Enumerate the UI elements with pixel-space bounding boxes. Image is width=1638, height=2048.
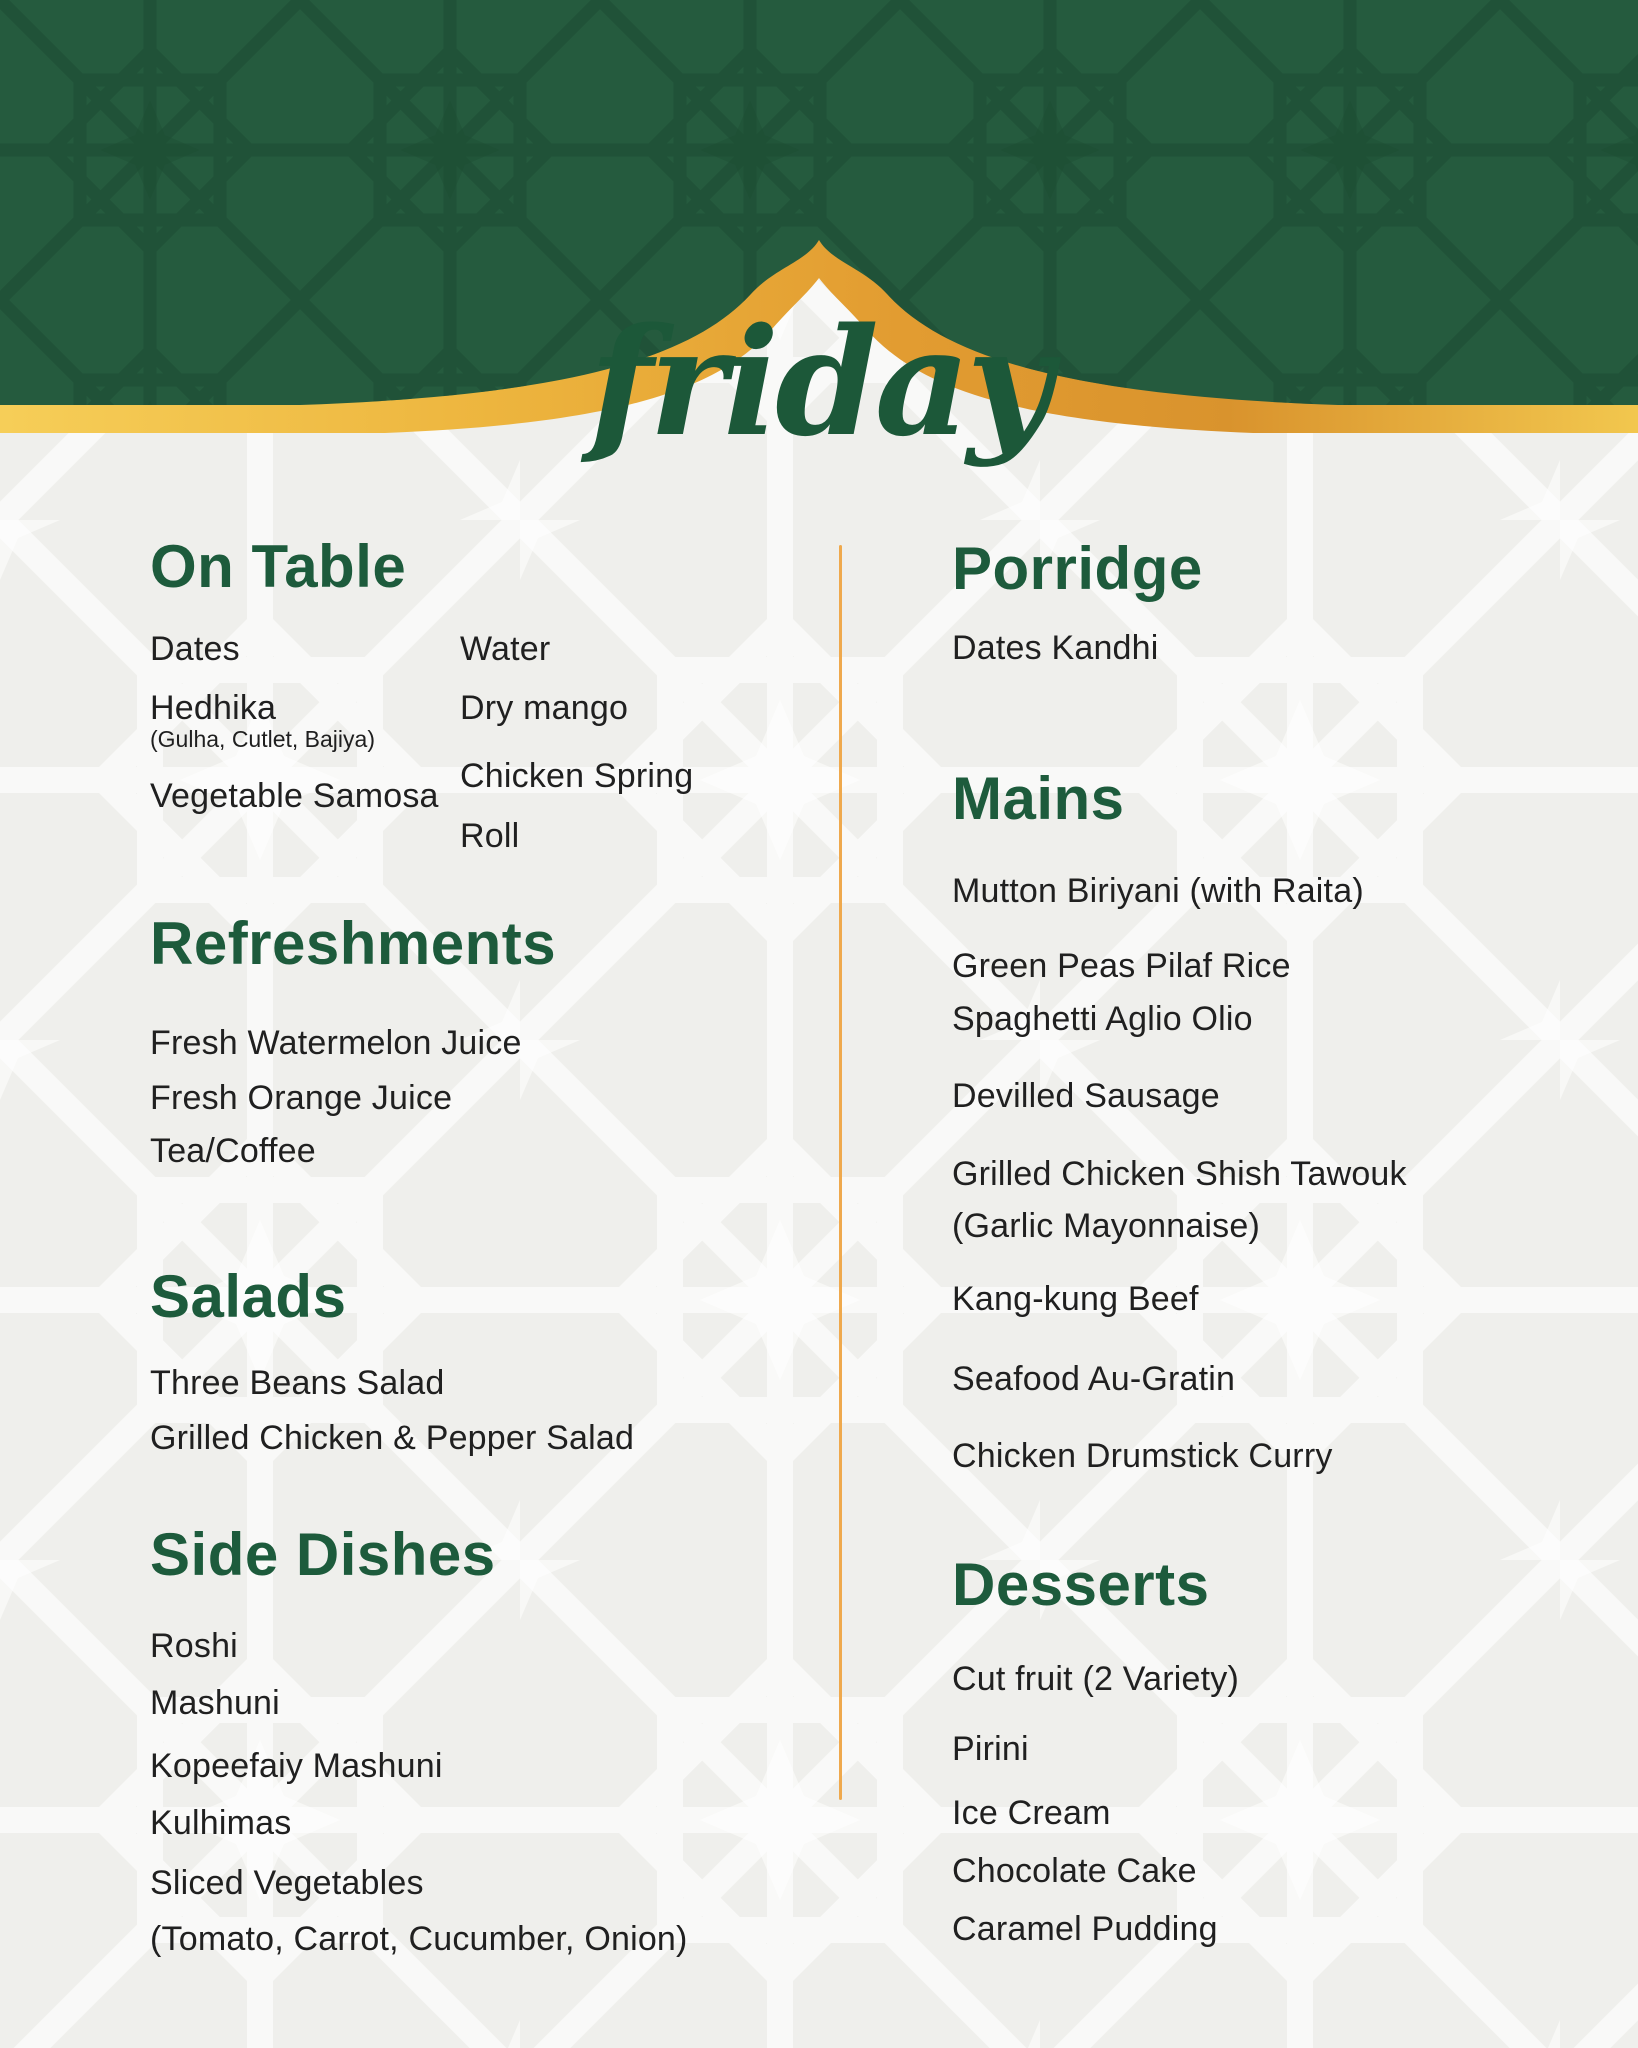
menu-item: Dry mango [460,689,629,727]
menu-item: Tea/Coffee [150,1132,316,1170]
menu-item: Ice Cream [952,1794,1111,1832]
menu-item: Caramel Pudding [952,1910,1218,1948]
section-heading-refreshments: Refreshments [150,910,557,977]
menu-item: Devilled Sausage [952,1077,1220,1115]
menu-item: Chicken Drumstick Curry [952,1437,1333,1475]
menu-item: Roshi [150,1627,238,1665]
menu-item: Dates [150,630,240,668]
menu-item: Water [460,630,551,668]
menu-item: Grilled Chicken & Pepper Salad [150,1419,635,1457]
menu-item: Pirini [952,1730,1029,1768]
menu-item: Chocolate Cake [952,1852,1197,1890]
page-title: friday [589,295,1049,469]
menu-item: Kulhimas [150,1804,292,1842]
menu-item: Mashuni [150,1684,280,1722]
menu-item: Seafood Au-Gratin [952,1360,1236,1398]
menu-item-note: (Gulha, Cutlet, Bajiya) [150,726,375,752]
menu-item: Fresh Orange Juice [150,1079,453,1117]
menu-item: Cut fruit (2 Variety) [952,1660,1239,1698]
menu-item: Spaghetti Aglio Olio [952,1000,1253,1038]
menu-item: Hedhika [150,689,277,727]
section-heading-desserts: Desserts [952,1551,1210,1618]
section-heading-mains: Mains [952,765,1125,832]
section-heading-on-table: On Table [150,533,407,600]
menu-item: Grilled Chicken Shish Tawouk (Garlic Mayonnaise) [952,1155,1407,1245]
section-heading-side-dishes: Side Dishes [150,1521,496,1588]
section-heading-salads: Salads [150,1263,347,1330]
menu-item: Sliced Vegetables [150,1864,424,1902]
menu-item: Dates Kandhi [952,629,1159,667]
menu-item: (Tomato, Carrot, Cucumber, Onion) [150,1920,688,1958]
menu-item: Kang-kung Beef [952,1280,1199,1318]
menu-item: Fresh Watermelon Juice [150,1024,522,1062]
menu-item: Vegetable Samosa [150,777,439,815]
section-heading-porridge: Porridge [952,535,1203,602]
menu-item: Kopeefaiy Mashuni [150,1747,443,1785]
menu-item: Mutton Biriyani (with Raita) [952,872,1364,910]
menu-item: Chicken Spring Roll [460,757,694,855]
menu-item: Three Beans Salad [150,1364,445,1402]
column-divider [839,545,842,1800]
menu-item: Green Peas Pilaf Rice [952,947,1291,985]
